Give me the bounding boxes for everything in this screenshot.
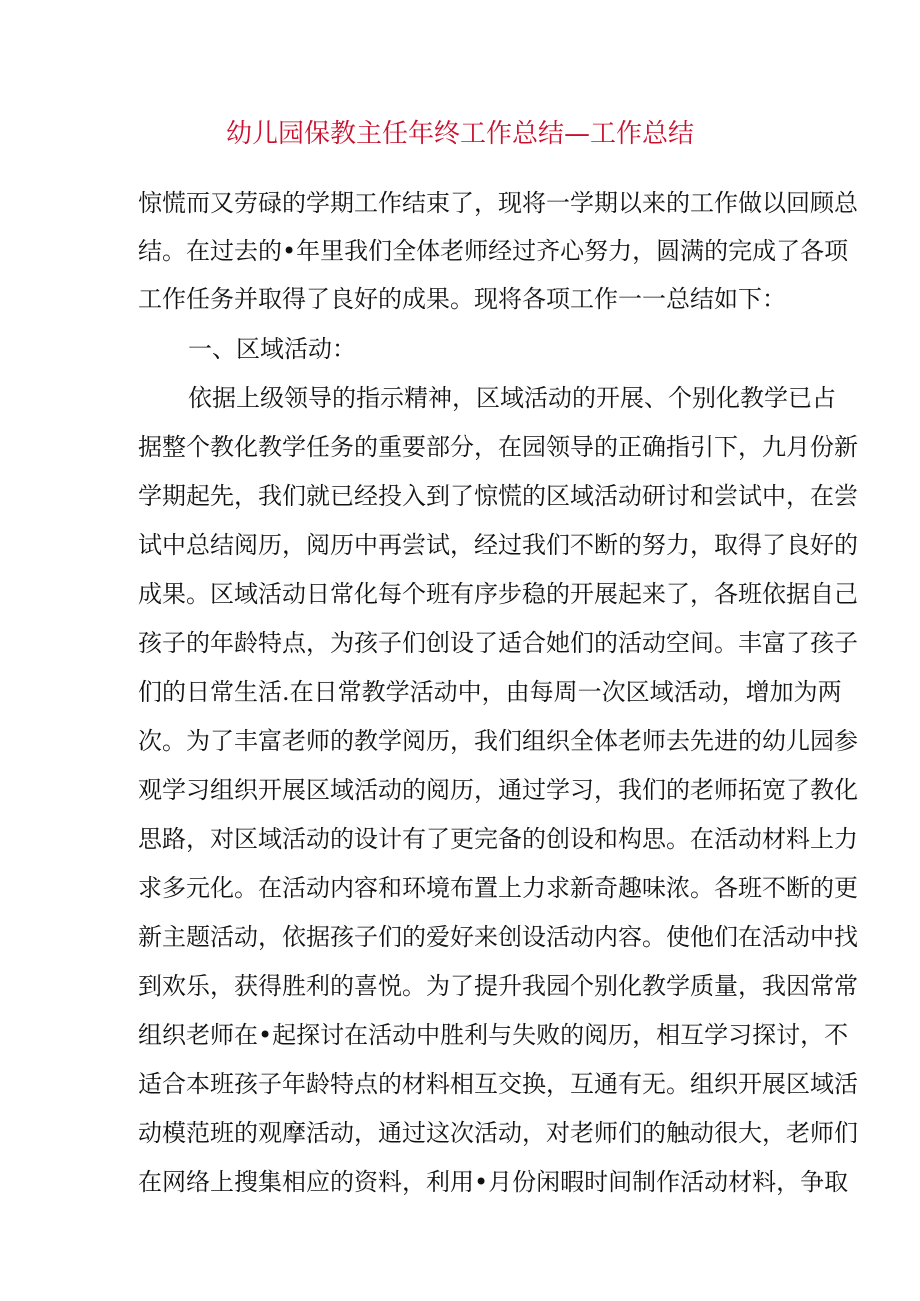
section-line: 孩子的年龄特点，为孩子们创设了适合她们的活动空间。丰富了孩子 [138,629,858,657]
section-line: 组织老师在•起探讨在活动中胜利与失败的阅历，相互学习探讨，不 [138,1021,849,1049]
intro-line: 工作任务并取得了良好的成果。现将各项工作一一总结如下： [138,285,786,313]
section-line: 动模范班的观摩活动，通过这次活动，对老师们的触动很大，老师们 [138,1119,858,1147]
section-line: 据整个教化教学任务的重要部分，在园领导的正确指引下，九月份新 [138,433,858,461]
section-line: 次。为了丰富老师的教学阅历，我们组织全体老师去先进的幼儿园参 [138,727,858,755]
document-title: 幼儿园保教主任年终工作总结—工作总结 [225,119,694,149]
section-line: 在网络上搜集相应的资料，利用•月份闲暇时间制作活动材料，争取 [138,1168,849,1196]
section-line: 到欢乐，获得胜利的喜悦。为了提升我园个别化教学质量，我因常常 [138,972,858,1000]
section-line: 新主题活动，依据孩子们的爱好来创设活动内容。使他们在活动中找 [138,923,858,951]
section-line: 们的日常生活.在日常教学活动中，由每周一次区域活动，增加为两 [138,678,842,706]
section-heading: 一、区域活动： [188,335,356,363]
section-line: 依据上级领导的指示精神，区域活动的开展、个别化教学已占 [188,384,836,412]
intro-line: 结。在过去的•年里我们全体老师经过齐心努力，圆满的完成了各项 [138,237,849,265]
section-line: 求多元化。在活动内容和环境布置上力求新奇趣味浓。各班不断的更 [138,874,858,902]
section-line: 学期起先，我们就已经投入到了惊慌的区域活动研讨和尝试中，在尝 [138,482,858,510]
section-line: 试中总结阅历，阅历中再尝试，经过我们不断的努力，取得了良好的 [138,531,858,559]
section-line: 成果。区域活动日常化每个班有序步稳的开展起来了，各班依据自己 [138,580,858,608]
section-line: 思路，对区域活动的设计有了更完备的创设和构思。在活动材料上力 [138,825,858,853]
intro-line: 惊慌而又劳碌的学期工作结束了，现将一学期以来的工作做以回顾总 [138,189,858,217]
section-line: 适合本班孩子年龄特点的材料相互交换，互通有无。组织开展区域活 [138,1070,858,1098]
section-line: 观学习组织开展区域活动的阅历，通过学习，我们的老师拓宽了教化 [138,776,858,804]
